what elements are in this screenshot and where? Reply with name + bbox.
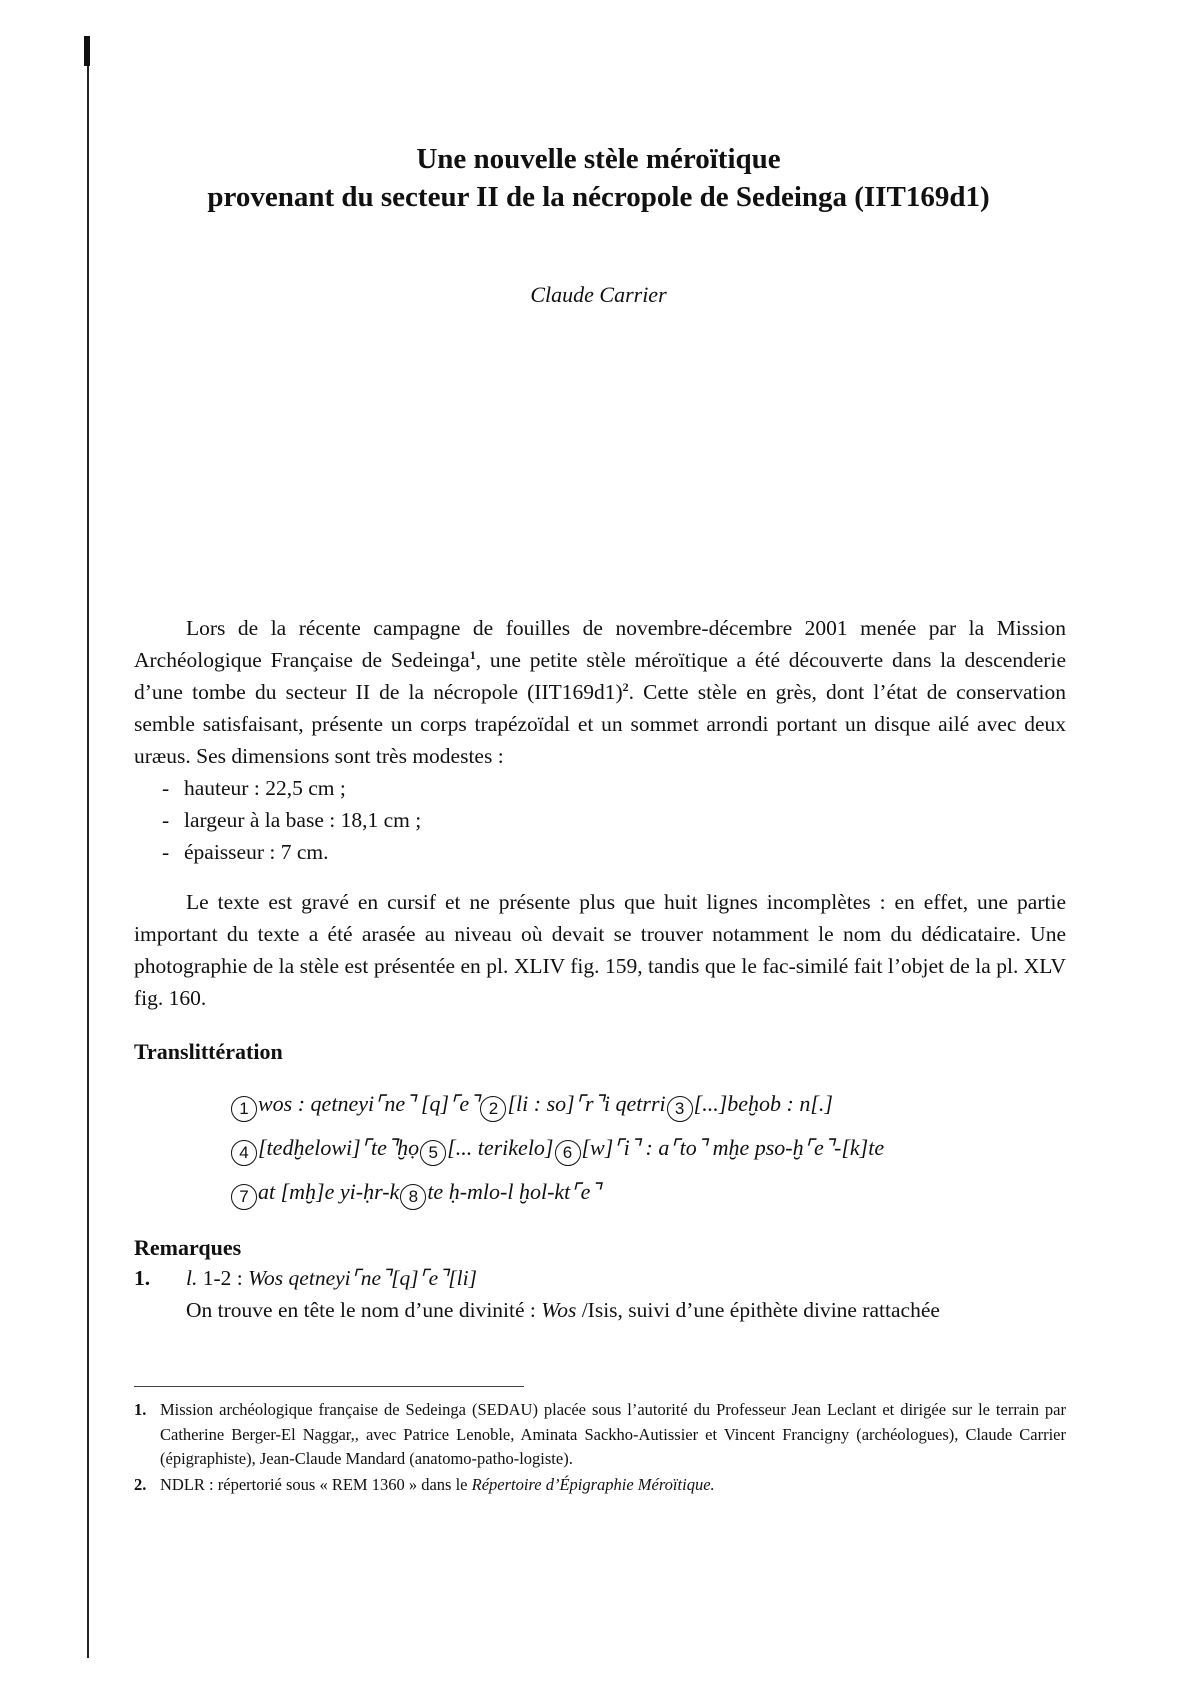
remark-number: 1. xyxy=(134,1266,151,1290)
line-number-circle: 6 xyxy=(555,1140,581,1166)
dimension-item: - largeur à la base : 18,1 cm ; xyxy=(162,804,1066,836)
footnote-text-italic: Répertoire d’Épigraphie Méroïtique. xyxy=(471,1474,715,1494)
translit-text: [... terikelo] xyxy=(447,1135,554,1160)
margin-rule xyxy=(87,38,89,1658)
line-number-circle: 4 xyxy=(231,1140,257,1166)
line-number-circle: 7 xyxy=(231,1184,257,1210)
footnote-text: Mission archéologique française de Sedeinga (SEDAU) placée sous l’autorité du Professeur Jean Leclant et dirigée sur le terrain par Catherine Berger-El Naggar,, avec Patrice Lenoble, Aminata Sackho-Autissier et Vincent Francigny (archéologues), Claude Carrier (épigraphiste), Jean-Claude Mandard (anatomo-patho-logiste). xyxy=(160,1400,1066,1468)
intro-text: Lors de la récente campagne de fouilles de novembre-décembre 2001 menée par la Mission Archéologique Française de Sedeinga xyxy=(134,616,1066,672)
intro-paragraph xyxy=(134,612,1066,772)
translit-heading: Translittération xyxy=(134,1039,283,1064)
footnote-1 xyxy=(134,1398,1066,1472)
footnotes xyxy=(134,1398,1066,1498)
author: Claude Carrier xyxy=(530,282,667,307)
footnote-ref-1[interactable]: 1 xyxy=(469,647,476,662)
dimension-item: - hauteur : 22,5 cm ; xyxy=(162,772,1066,804)
footnote-number: 2. xyxy=(134,1474,147,1494)
intro-text: , une petite stèle méroïtique a été découverte dans la descenderie d’une tombe du secteur II de la nécropole (IIT169d1) xyxy=(134,648,1066,704)
footnote-2 xyxy=(134,1473,1066,1498)
translit-text: te ḥ-mlo-l ḫol-kt⌜e⌝ xyxy=(427,1179,601,1204)
margin-mark xyxy=(84,36,90,66)
translit-line xyxy=(230,1170,1066,1214)
title-line-2: provenant du secteur II de la nécropole de Sedeinga (IIT169d1) xyxy=(207,181,990,213)
intro-text: . Cette stèle en grès, dont l’état de conservation semble satisfaisant, présente un corps trapézoïdal et un sommet arrondi portant un disque ailé avec deux uræus. Ses dimensions sont très modestes : xyxy=(134,680,1066,768)
translit-text: [tedḫelowi]⌜te⌝ḫọ xyxy=(258,1135,420,1160)
line-number-circle: 1 xyxy=(231,1096,257,1122)
remarques-heading: Remarques xyxy=(134,1235,242,1260)
remark-text: On trouve en tête le nom d’une divinité : xyxy=(186,1298,542,1322)
transliteration-block xyxy=(134,1082,1066,1214)
dimension-item: - épaisseur : 7 cm. xyxy=(162,836,1066,868)
footnote-number: 1. xyxy=(134,1400,147,1419)
translit-text: [...]beḫob : n[.] xyxy=(693,1091,833,1116)
translit-line xyxy=(230,1082,1066,1126)
remark-lines: 1-2 : xyxy=(202,1266,243,1290)
footnote-separator xyxy=(134,1386,524,1387)
remark-line-label: l. xyxy=(186,1266,198,1290)
article-title xyxy=(0,140,1197,216)
title-line-1: Une nouvelle stèle méroïtique xyxy=(416,143,781,175)
dimensions-list xyxy=(134,772,1066,868)
translit-text: [w]⌜i⌝ : a⌜to⌝ mḫe pso-ḫ⌜e⌝-[k]te xyxy=(581,1135,885,1160)
line-number-circle: 3 xyxy=(667,1096,693,1122)
translit-text: wos : qetneyi⌜ne⌝ [q]⌜e⌝ xyxy=(258,1091,480,1116)
footnote-text: NDLR : répertorié sous « REM 1360 » dans le xyxy=(160,1474,472,1494)
translit-text: at [mḫ]e yi-ḥr-k xyxy=(258,1179,400,1204)
remark-text-italic: Wos xyxy=(541,1298,577,1322)
line-number-circle: 2 xyxy=(480,1096,506,1122)
article-body xyxy=(134,612,1066,1326)
translit-line xyxy=(230,1126,1066,1170)
footnote-ref-2[interactable]: 2 xyxy=(622,679,629,694)
translit-text: [li : so]⌜r⌝i qetrri xyxy=(507,1091,666,1116)
line-number-circle: 5 xyxy=(420,1140,446,1166)
description-paragraph: Le texte est gravé en cursif et ne présente plus que huit lignes incomplètes : en effet, une partie important du texte a été arasée au niveau où devait se trouver notamment le nom du dédicataire. Une photographie de la stèle est présentée en pl. XLIV fig. 159, tandis que le fac-similé fait l’objet de la pl. XLV fig. 160. xyxy=(134,890,1066,1010)
remark-phrase: Wos qetneyi⌜ne⌝[q]⌜e⌝[li] xyxy=(248,1266,477,1290)
remark-item xyxy=(134,1262,1066,1326)
line-number-circle: 8 xyxy=(400,1184,426,1210)
remark-text: /Isis, suivi d’une épithète divine rattachée xyxy=(576,1298,940,1322)
